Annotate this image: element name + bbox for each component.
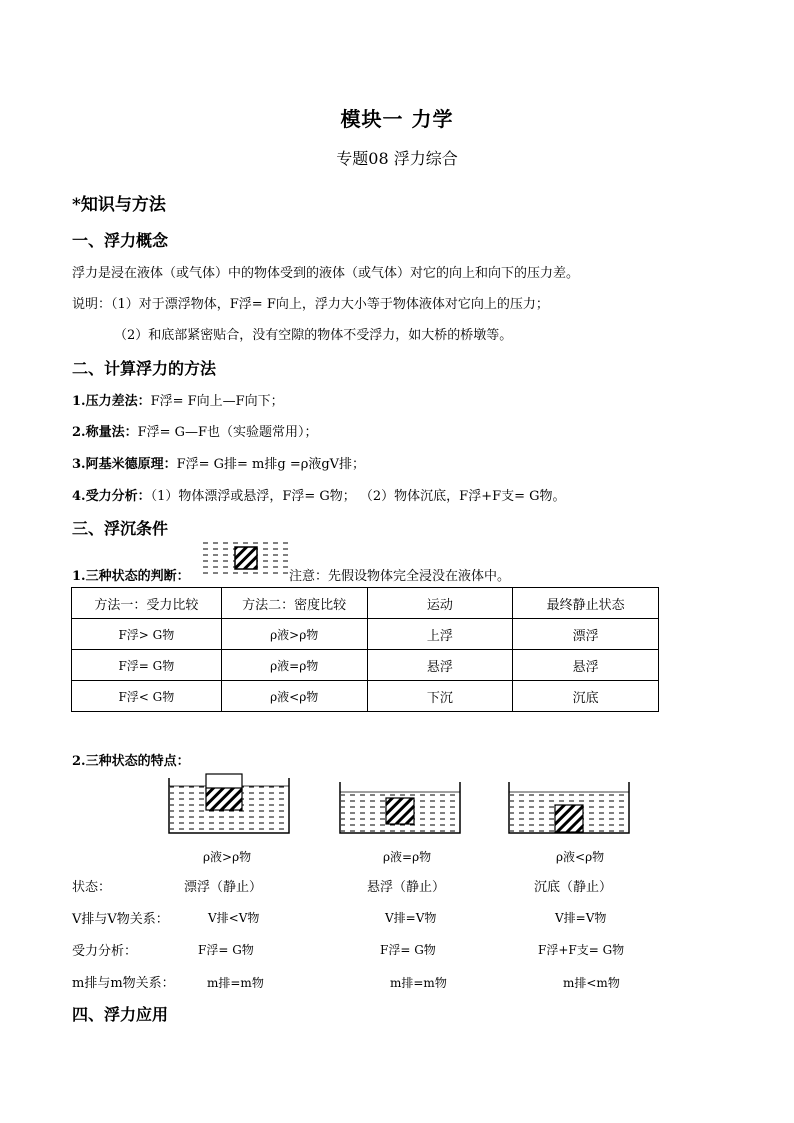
topic-title: 专题08 浮力综合 <box>336 149 458 168</box>
mass-floating: m排=m物 <box>207 976 264 990</box>
knowledge-heading: *知识与方法 <box>72 195 166 215</box>
table-header: 方法二：密度比较 <box>221 588 367 619</box>
density-label-floating: ρ液>ρ物 <box>203 850 252 864</box>
beaker-sinking-diagram <box>508 780 630 834</box>
table-cell: 上浮 <box>367 619 513 650</box>
force-row-label: 受力分析： <box>72 944 138 959</box>
table-cell: ρ液=ρ物 <box>221 650 367 681</box>
table-cell: ρ液<ρ物 <box>221 681 367 712</box>
judge-note: 注意：先假设物体完全浸没在液体中。 <box>289 569 511 584</box>
table-cell: ρ液>ρ物 <box>221 619 367 650</box>
method2-formula: F浮= G—F也（实验题常用）； <box>137 425 318 440</box>
beaker-floating-diagram <box>168 772 290 834</box>
section1-heading: 一、浮力概念 <box>72 231 169 250</box>
features-label: 2.三种状态的特点： <box>72 754 190 769</box>
judge-label: 1.三种状态的判断： <box>72 569 190 584</box>
mass-sinking: m排<m物 <box>563 976 620 990</box>
table-cell: F浮< G物 <box>72 681 222 712</box>
table-cell: F浮= G物 <box>72 650 222 681</box>
table-cell: 下沉 <box>367 681 513 712</box>
table-cell: 悬浮 <box>367 650 513 681</box>
method3-formula: F浮= G排= m排g =ρ液gV排； <box>176 457 366 472</box>
state-floating: 漂浮（静止） <box>184 880 263 895</box>
mass-suspended: m排=m物 <box>390 976 447 990</box>
section3-heading: 三、浮沉条件 <box>72 519 169 538</box>
note-floating: 说明：（1）对于漂浮物体，F浮= F向上，浮力大小等于物体液体对它向上的压力； <box>72 297 549 312</box>
volume-floating: V排<V物 <box>208 911 260 925</box>
table-cell: 悬浮 <box>513 650 659 681</box>
method1-formula: F浮= F向上—F向下； <box>150 394 284 409</box>
table-row <box>72 619 659 650</box>
force-suspended: F浮= G物 <box>380 943 436 957</box>
beaker-suspended-diagram <box>339 780 461 834</box>
note-no-buoyancy: （2）和底部紧密贴合，没有空隙的物体不受浮力，如大桥的桥墩等。 <box>114 328 513 343</box>
table-header: 最终静止状态 <box>513 588 659 619</box>
method-force-analysis <box>72 485 566 504</box>
method-weighing <box>72 421 318 440</box>
method1-label: 1.压力差法： <box>72 394 151 409</box>
module-title: 模块一 力学 <box>340 107 454 131</box>
volume-row-label: V排与V物关系： <box>72 912 169 927</box>
state-suspended: 悬浮（静止） <box>367 880 446 895</box>
method2-label: 2.称量法： <box>72 425 138 440</box>
mass-row-label: m排与m物关系： <box>72 976 175 991</box>
judge-line <box>72 565 190 584</box>
method-pressure-difference <box>72 390 284 409</box>
section2-heading: 二、计算浮力的方法 <box>72 359 217 378</box>
table-row <box>72 681 659 712</box>
table-header: 方法一：受力比较 <box>72 588 222 619</box>
density-label-sinking: ρ液<ρ物 <box>556 850 605 864</box>
table-cell: 漂浮 <box>513 619 659 650</box>
volume-suspended: V排=V物 <box>385 911 437 925</box>
buoyancy-definition: 浮力是浸在液体（或气体）中的物体受到的液体（或气体）对它的向上和向下的压力差。 <box>72 266 580 281</box>
method-archimedes <box>72 453 365 472</box>
floating-states-table <box>71 587 659 712</box>
submerged-object-diagram <box>202 540 292 576</box>
table-cell: F浮> G物 <box>72 619 222 650</box>
state-sinking: 沉底（静止） <box>534 880 613 895</box>
table-cell: 沉底 <box>513 681 659 712</box>
method4-label: 4.受力分析： <box>72 489 151 504</box>
force-floating: F浮= G物 <box>198 943 254 957</box>
state-row-label: 状态： <box>72 880 112 895</box>
volume-sinking: V排=V物 <box>555 911 607 925</box>
section4-heading: 四、浮力应用 <box>72 1005 169 1024</box>
table-row <box>72 650 659 681</box>
method3-label: 3.阿基米德原理： <box>72 457 177 472</box>
density-label-suspended: ρ液=ρ物 <box>383 850 432 864</box>
table-header-row <box>72 588 659 619</box>
method4-formula: （1）物体漂浮或悬浮，F浮= G物； （2）物体沉底，F浮+F支= G物。 <box>150 489 566 504</box>
table-header: 运动 <box>367 588 513 619</box>
force-sinking: F浮+F支= G物 <box>538 943 625 957</box>
